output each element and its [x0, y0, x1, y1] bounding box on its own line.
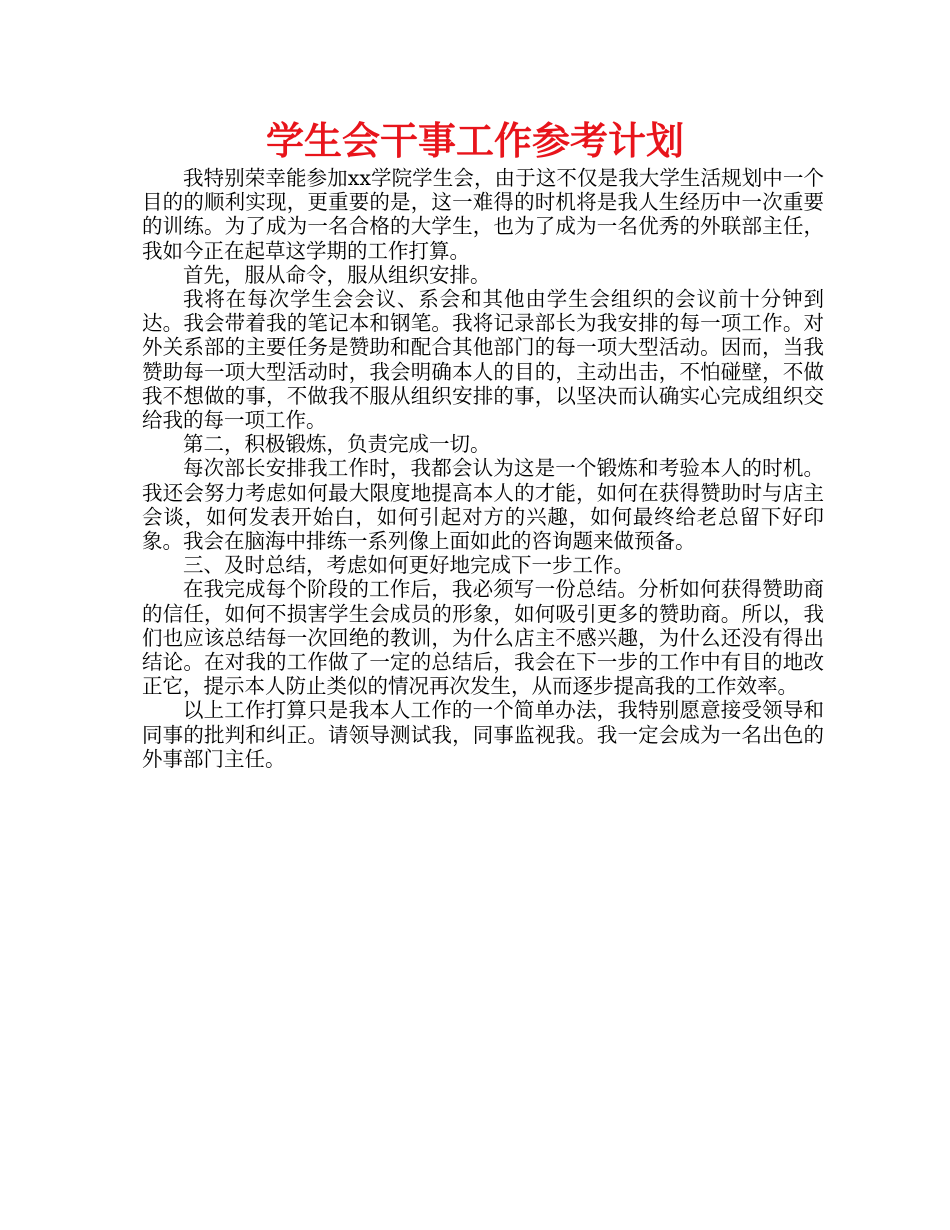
paragraph-third-detail: 在我完成每个阶段的工作后，我必须写一份总结。分析如何获得赞助商的信任，如何不损害学生会成员的形象，如何吸引更多的赞助商。所以，我们也应该总结每一次回绝的教训，为什么店主不感兴趣，为什么还没有得出结论。在对我的工作做了一定的总结后，我会在下一步的工作中有目的地改正它，提示本人防止类似的情况再次发生，从而逐步提高我的工作效率。 — [142, 577, 824, 699]
document-body — [142, 166, 824, 771]
paragraph-intro: 我特别荣幸能参加xx学院学生会，由于这不仅是我大学生活规划中一个目的的顺利实现，更重要的是，这一难得的时机将是我人生经历中一次重要的训练。为了成为一名合格的大学生，也为了成为一名优秀的外联部主任，我如今正在起草这学期的工作打算。 — [142, 166, 824, 263]
paragraph-heading-first: 首先，服从命令，服从组织安排。 — [183, 262, 491, 287]
paragraph-heading-third: 三、及时总结，考虑如何更好地完成下一步工作。 — [183, 553, 634, 578]
document-title: 学生会干事工作参考计划 — [265, 119, 684, 163]
paragraph-conclusion: 以上工作打算只是我本人工作的一个简单办法，我特别愿意接受领导和同事的批判和纠正。请领导测试我，同事监视我。我一定会成为一名出色的外事部门主任。 — [142, 698, 824, 771]
paragraph-first-detail: 我将在每次学生会会议、系会和其他由学生会组织的会议前十分钟到达。我会带着我的笔记本和钢笔。我将记录部长为我安排的每一项工作。对外关系部的主要任务是赞助和配合其他部门的每一项大型活动。因而，当我赞助每一项大型活动时，我会明确本人的目的，主动出击，不怕碰壁，不做我不想做的事，不做我不服从组织安排的事，以坚决而认确实心完成组织交给我的每一项工作。 — [142, 287, 824, 433]
paragraph-heading-second: 第二，积极锻炼，负责完成一切。 — [183, 432, 491, 457]
paragraph-second-detail: 每次部长安排我工作时，我都会认为这是一个锻炼和考验本人的时机。我还会努力考虑如何最大限度地提高本人的才能，如何在获得赞助时与店主会谈，如何发表开始白，如何引起对方的兴趣，如何最终给老总留下好印象。我会在脑海中排练一系列像上面如此的咨询题来做预备。 — [142, 456, 824, 554]
